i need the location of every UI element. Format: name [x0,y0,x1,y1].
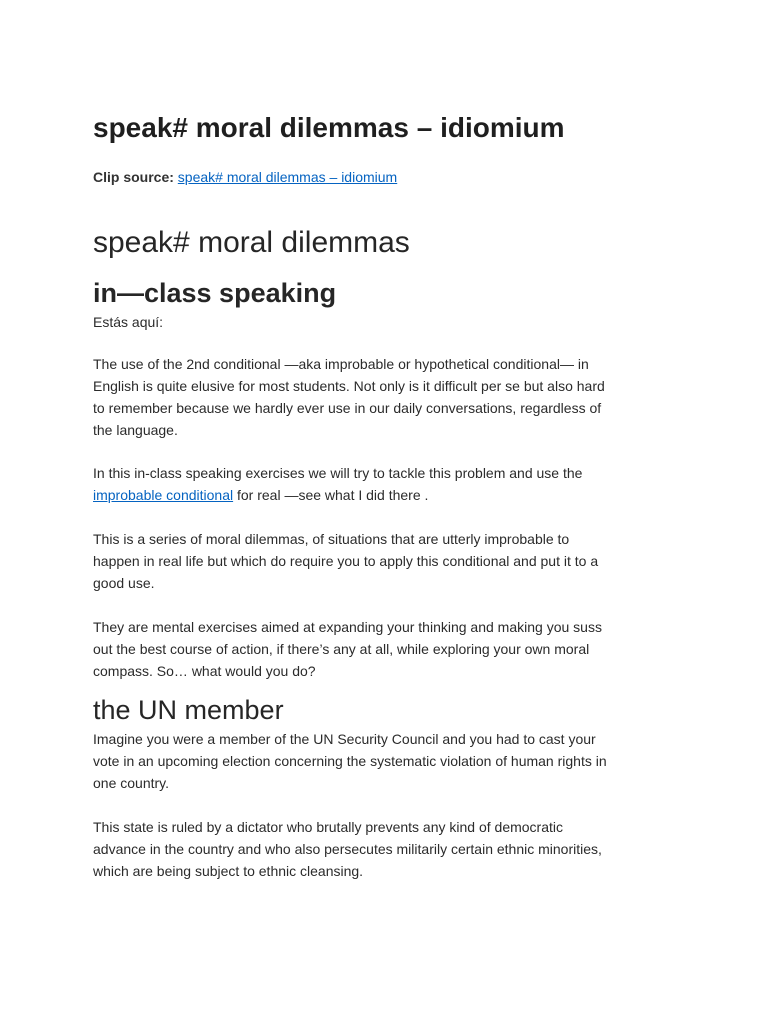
paragraph-line: English is quite elusive for most students. Not only is it difficult per se but also hard [93,378,605,394]
clip-source-label: Clip source: [93,169,174,185]
paragraph-dictator [93,816,683,882]
paragraph-line: Imagine you were a member of the UN Security Council and you had to cast your [93,731,596,747]
paragraph-line: happen in real life but which do require you to apply this conditional and put it to a [93,553,599,569]
paragraph-line: good use. [93,575,155,591]
paragraph-line: to remember because we hardly ever use in our daily conversations, regardless of [93,400,602,416]
paragraph-line: This is a series of moral dilemmas, of situations that are utterly improbable to [93,531,570,547]
paragraph-un-council [93,728,683,794]
paragraph-line: compass. So… what would you do? [93,663,316,679]
paragraph-mental-exercises [93,616,683,682]
paragraph-line: the language. [93,422,178,438]
document-title: speak# moral dilemmas – idiomium [93,112,565,143]
paragraph-line: one country. [93,775,170,791]
section-heading-un-member: the UN member [93,695,284,725]
breadcrumb-text: Estás aquí: [93,314,164,330]
paragraph-line: vote in an upcoming election concerning the systematic violation of human rights in [93,753,607,769]
improbable-conditional-link[interactable]: improbable conditional [93,487,234,503]
paragraph-line: advance in the country and who also persecutes militarily certain ethnic minorities, [93,841,602,857]
paragraph-exercise [93,462,683,506]
paragraph-line: The use of the 2nd conditional —aka improbable or hypothetical conditional— in [93,356,589,372]
paragraph-line: out the best course of action, if there’s any at all, while exploring your own moral [93,641,590,657]
paragraph-line-rest: for real —see what I did there . [233,487,429,503]
sub-heading: in—class speaking [93,278,337,308]
paragraph-intro [93,353,683,441]
paragraph-line: In this in-class speaking exercises we will try to tackle this problem and use the [93,465,583,481]
paragraph-line: This state is ruled by a dictator who brutally prevents any kind of democratic [93,819,563,835]
paragraph-line [93,484,683,506]
paragraph-line: which are being subject to ethnic cleansing. [93,863,364,879]
main-heading: speak# moral dilemmas [93,226,410,259]
paragraph-series [93,528,683,594]
paragraph-line: They are mental exercises aimed at expanding your thinking and making you suss [93,619,602,635]
clip-source-line [93,167,397,187]
clip-source-link[interactable]: speak# moral dilemmas – idiomium [177,169,398,185]
